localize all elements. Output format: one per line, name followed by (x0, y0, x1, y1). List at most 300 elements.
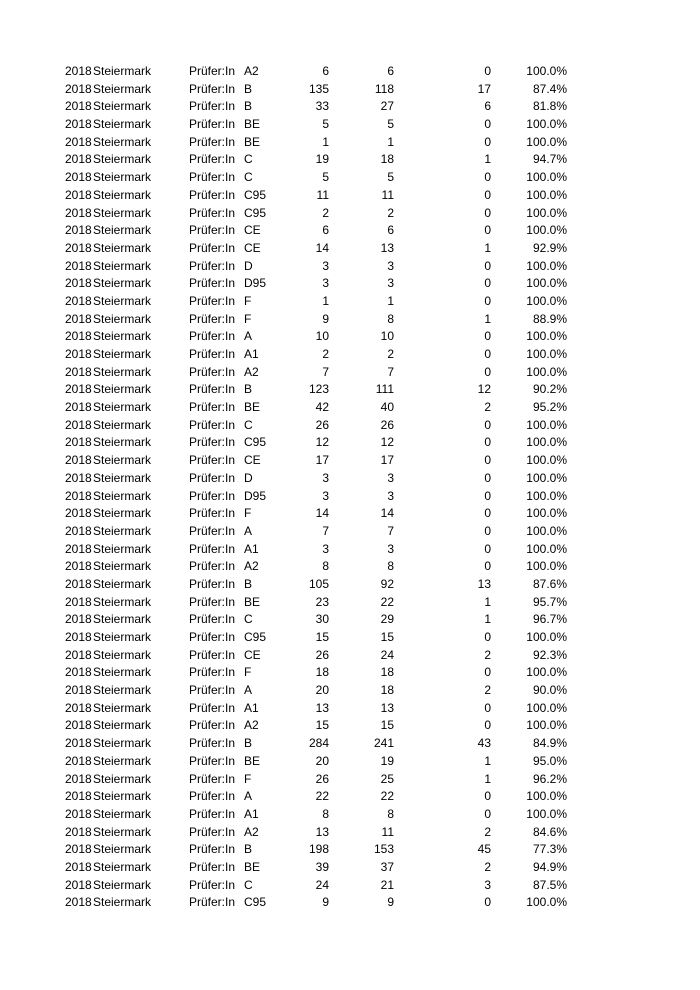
license-class-cell: A (244, 329, 253, 344)
table-row (0, 81, 700, 99)
year-cell: 2018 (65, 859, 92, 874)
role-cell: Prüfer:In (189, 665, 236, 680)
total-count-cell: 3 (322, 470, 329, 485)
role-cell: Prüfer:In (189, 559, 236, 574)
failed-count-cell: 2 (484, 647, 491, 662)
license-class-cell: D95 (244, 276, 267, 291)
region-cell: Steiermark (93, 240, 152, 255)
table-row (0, 452, 700, 470)
table-row (0, 541, 700, 559)
year-cell: 2018 (65, 541, 92, 556)
passed-count-cell: 9 (387, 895, 394, 910)
region-cell: Steiermark (93, 895, 152, 910)
year-cell: 2018 (65, 364, 92, 379)
total-count-cell: 8 (322, 559, 329, 574)
total-count-cell: 2 (322, 347, 329, 361)
year-cell: 2018 (65, 842, 92, 857)
region-cell: Steiermark (93, 382, 152, 397)
table-row (0, 735, 700, 753)
failed-count-cell: 13 (477, 576, 491, 591)
passed-count-cell: 2 (387, 205, 394, 220)
passed-count-cell: 15 (380, 630, 394, 644)
pass-rate-cell: 100.0% (526, 718, 567, 733)
region-cell: Steiermark (93, 665, 152, 680)
table-row (0, 275, 700, 293)
failed-count-cell: 0 (484, 523, 491, 538)
role-cell: Prüfer:In (189, 134, 236, 149)
failed-count-cell: 0 (484, 541, 491, 556)
role-cell: Prüfer:In (189, 240, 236, 255)
role-cell: Prüfer:In (189, 700, 236, 715)
pass-rate-cell: 87.5% (532, 877, 567, 892)
total-count-cell: 5 (322, 170, 329, 185)
table-row (0, 187, 700, 205)
pass-rate-cell: 87.6% (532, 576, 567, 591)
passed-count-cell: 15 (380, 718, 394, 733)
region-cell: Steiermark (93, 824, 152, 839)
region-cell: Steiermark (93, 81, 152, 96)
passed-count-cell: 92 (380, 576, 394, 591)
pass-rate-cell: 100.0% (526, 470, 567, 485)
pass-rate-cell: 100.0% (526, 364, 567, 379)
passed-count-cell: 18 (380, 665, 394, 680)
license-class-cell: C (244, 877, 253, 892)
region-cell: Steiermark (93, 736, 152, 751)
table-row (0, 576, 700, 594)
passed-count-cell: 27 (380, 99, 394, 114)
passed-count-cell: 8 (387, 311, 394, 326)
year-cell: 2018 (65, 347, 92, 361)
failed-count-cell: 2 (484, 400, 491, 415)
total-count-cell: 30 (315, 612, 329, 627)
failed-count-cell: 2 (484, 824, 491, 839)
role-cell: Prüfer:In (189, 859, 236, 874)
license-class-cell: BE (244, 859, 261, 874)
region-cell: Steiermark (93, 400, 152, 415)
table-row (0, 629, 700, 647)
license-class-cell: B (244, 842, 253, 857)
pass-rate-cell: 95.2% (532, 400, 567, 415)
passed-count-cell: 17 (380, 453, 394, 468)
failed-count-cell: 0 (484, 488, 491, 503)
year-cell: 2018 (65, 612, 92, 627)
license-class-cell: B (244, 99, 253, 114)
year-cell: 2018 (65, 400, 92, 415)
total-count-cell: 6 (322, 64, 329, 78)
table-row (0, 151, 700, 169)
passed-count-cell: 7 (387, 364, 394, 379)
license-class-cell: CE (244, 223, 261, 238)
table-row (0, 806, 700, 824)
year-cell: 2018 (65, 453, 92, 468)
failed-count-cell: 0 (484, 223, 491, 238)
year-cell: 2018 (65, 630, 92, 644)
year-cell: 2018 (65, 488, 92, 503)
table-row (0, 611, 700, 629)
license-class-cell: BE (244, 117, 261, 132)
failed-count-cell: 1 (484, 753, 491, 768)
year-cell: 2018 (65, 736, 92, 751)
pass-rate-cell: 88.9% (532, 311, 567, 326)
region-cell: Steiermark (93, 753, 152, 768)
passed-count-cell: 26 (380, 417, 394, 432)
failed-count-cell: 0 (484, 64, 491, 78)
year-cell: 2018 (65, 170, 92, 185)
pass-rate-cell: 95.7% (532, 594, 567, 609)
failed-count-cell: 17 (477, 81, 491, 96)
table-row (0, 488, 700, 506)
role-cell: Prüfer:In (189, 99, 236, 114)
total-count-cell: 9 (322, 311, 329, 326)
region-cell: Steiermark (93, 718, 152, 733)
role-cell: Prüfer:In (189, 81, 236, 96)
passed-count-cell: 37 (380, 859, 394, 874)
role-cell: Prüfer:In (189, 824, 236, 839)
failed-count-cell: 0 (484, 559, 491, 574)
table-row (0, 894, 700, 912)
failed-count-cell: 1 (484, 152, 491, 167)
pass-rate-cell: 90.0% (532, 683, 567, 698)
failed-count-cell: 1 (484, 594, 491, 609)
passed-count-cell: 153 (373, 842, 394, 857)
pass-rate-cell: 84.9% (532, 736, 567, 751)
passed-count-cell: 3 (387, 488, 394, 503)
role-cell: Prüfer:In (189, 453, 236, 468)
passed-count-cell: 3 (387, 258, 394, 273)
passed-count-cell: 11 (381, 187, 394, 202)
license-class-cell: A2 (244, 824, 259, 839)
failed-count-cell: 1 (484, 771, 491, 786)
pass-rate-cell: 94.7% (532, 152, 567, 167)
passed-count-cell: 6 (387, 64, 394, 78)
region-cell: Steiermark (93, 170, 152, 185)
license-class-cell: C (244, 612, 253, 627)
table-row (0, 134, 700, 152)
region-cell: Steiermark (93, 470, 152, 485)
year-cell: 2018 (65, 824, 92, 839)
table-row (0, 63, 700, 81)
role-cell: Prüfer:In (189, 630, 236, 644)
table-row (0, 116, 700, 134)
failed-count-cell: 12 (477, 382, 491, 397)
total-count-cell: 3 (322, 541, 329, 556)
pass-rate-cell: 100.0% (526, 559, 567, 574)
passed-count-cell: 21 (380, 877, 394, 892)
passed-count-cell: 22 (380, 789, 394, 804)
role-cell: Prüfer:In (189, 612, 236, 627)
passed-count-cell: 18 (380, 152, 394, 167)
license-class-cell: A1 (244, 347, 259, 361)
total-count-cell: 3 (322, 276, 329, 291)
year-cell: 2018 (65, 753, 92, 768)
table-row (0, 328, 700, 346)
table-row (0, 717, 700, 735)
pass-rate-cell: 100.0% (526, 523, 567, 538)
license-class-cell: F (244, 293, 252, 308)
pass-rate-cell: 100.0% (526, 453, 567, 468)
pass-rate-cell: 77.3% (532, 842, 567, 857)
role-cell: Prüfer:In (189, 718, 236, 733)
passed-count-cell: 118 (374, 81, 394, 96)
passed-count-cell: 11 (381, 824, 394, 839)
license-class-cell: C (244, 152, 253, 167)
role-cell: Prüfer:In (189, 152, 236, 167)
table-row (0, 558, 700, 576)
table-row (0, 98, 700, 116)
region-cell: Steiermark (93, 523, 152, 538)
total-count-cell: 135 (308, 81, 329, 96)
role-cell: Prüfer:In (189, 895, 236, 910)
year-cell: 2018 (65, 559, 92, 574)
year-cell: 2018 (65, 806, 92, 821)
failed-count-cell: 1 (484, 311, 491, 326)
failed-count-cell: 6 (484, 99, 491, 114)
total-count-cell: 123 (308, 382, 329, 397)
table-row (0, 877, 700, 895)
failed-count-cell: 0 (484, 293, 491, 308)
region-cell: Steiermark (93, 347, 152, 361)
role-cell: Prüfer:In (189, 258, 236, 273)
failed-count-cell: 43 (477, 736, 491, 751)
pass-rate-cell: 96.7% (532, 612, 567, 627)
pass-rate-cell: 100.0% (526, 258, 567, 273)
total-count-cell: 11 (316, 187, 329, 202)
passed-count-cell: 1 (387, 293, 394, 308)
license-class-cell: F (244, 506, 252, 521)
pass-rate-cell: 87.4% (532, 81, 567, 96)
total-count-cell: 10 (315, 329, 329, 344)
failed-count-cell: 0 (484, 453, 491, 468)
total-count-cell: 7 (322, 523, 329, 538)
year-cell: 2018 (65, 789, 92, 804)
pass-rate-cell: 96.2% (532, 771, 567, 786)
pass-rate-cell: 100.0% (526, 789, 567, 804)
failed-count-cell: 0 (484, 205, 491, 220)
license-class-cell: BE (244, 594, 261, 609)
total-count-cell: 9 (322, 895, 329, 910)
region-cell: Steiermark (93, 700, 152, 715)
table-row (0, 364, 700, 382)
pass-rate-cell: 100.0% (526, 134, 567, 149)
region-cell: Steiermark (93, 276, 152, 291)
failed-count-cell: 0 (484, 276, 491, 291)
region-cell: Steiermark (93, 559, 152, 574)
failed-count-cell: 0 (484, 718, 491, 733)
pass-rate-cell: 84.6% (532, 824, 567, 839)
license-class-cell: C95 (244, 630, 267, 644)
year-cell: 2018 (65, 240, 92, 255)
passed-count-cell: 8 (387, 806, 394, 821)
passed-count-cell: 14 (380, 506, 394, 521)
total-count-cell: 2 (322, 205, 329, 220)
license-class-cell: B (244, 81, 253, 96)
role-cell: Prüfer:In (189, 311, 236, 326)
region-cell: Steiermark (93, 64, 152, 78)
role-cell: Prüfer:In (189, 806, 236, 821)
year-cell: 2018 (65, 329, 92, 344)
pass-rate-cell: 100.0% (526, 117, 567, 132)
failed-count-cell: 0 (484, 895, 491, 910)
license-class-cell: D (244, 258, 253, 273)
year-cell: 2018 (65, 134, 92, 149)
table-row (0, 417, 700, 435)
total-count-cell: 12 (315, 435, 329, 450)
pass-rate-cell: 100.0% (526, 630, 567, 644)
region-cell: Steiermark (93, 859, 152, 874)
failed-count-cell: 2 (484, 859, 491, 874)
region-cell: Steiermark (93, 541, 152, 556)
failed-count-cell: 0 (484, 506, 491, 521)
table-row (0, 293, 700, 311)
license-class-cell: A (244, 789, 253, 804)
license-class-cell: C (244, 170, 253, 185)
year-cell: 2018 (65, 700, 92, 715)
passed-count-cell: 3 (387, 276, 394, 291)
total-count-cell: 1 (322, 293, 329, 308)
failed-count-cell: 1 (484, 240, 491, 255)
region-cell: Steiermark (93, 683, 152, 698)
failed-count-cell: 1 (484, 612, 491, 627)
year-cell: 2018 (65, 594, 92, 609)
total-count-cell: 3 (322, 258, 329, 273)
pass-rate-cell: 90.2% (532, 382, 567, 397)
pass-rate-cell: 100.0% (526, 347, 567, 361)
role-cell: Prüfer:In (189, 382, 236, 397)
failed-count-cell: 0 (484, 187, 491, 202)
license-class-cell: C95 (244, 187, 267, 202)
passed-count-cell: 24 (380, 647, 394, 662)
total-count-cell: 19 (315, 152, 329, 167)
role-cell: Prüfer:In (189, 329, 236, 344)
year-cell: 2018 (65, 223, 92, 238)
passed-count-cell: 22 (380, 594, 394, 609)
failed-count-cell: 0 (484, 700, 491, 715)
failed-count-cell: 0 (484, 470, 491, 485)
region-cell: Steiermark (93, 223, 152, 238)
table-row (0, 859, 700, 877)
table-row (0, 700, 700, 718)
license-class-cell: A2 (244, 64, 259, 78)
role-cell: Prüfer:In (189, 576, 236, 591)
pass-rate-cell: 100.0% (526, 506, 567, 521)
role-cell: Prüfer:In (189, 506, 236, 521)
year-cell: 2018 (65, 647, 92, 662)
year-cell: 2018 (65, 293, 92, 308)
pass-rate-cell: 100.0% (526, 276, 567, 291)
pass-rate-cell: 95.0% (532, 753, 567, 768)
table-row (0, 841, 700, 859)
year-cell: 2018 (65, 665, 92, 680)
pass-rate-cell: 92.3% (532, 647, 567, 662)
year-cell: 2018 (65, 718, 92, 733)
total-count-cell: 15 (315, 630, 329, 644)
table-row (0, 240, 700, 258)
passed-count-cell: 6 (387, 223, 394, 238)
license-class-cell: A1 (244, 700, 259, 715)
passed-count-cell: 13 (380, 700, 394, 715)
table-row (0, 682, 700, 700)
table-row (0, 824, 700, 842)
failed-count-cell: 0 (484, 806, 491, 821)
license-class-cell: A2 (244, 718, 259, 733)
year-cell: 2018 (65, 382, 92, 397)
region-cell: Steiermark (93, 453, 152, 468)
passed-count-cell: 12 (380, 435, 394, 450)
total-count-cell: 22 (315, 789, 329, 804)
year-cell: 2018 (65, 258, 92, 273)
region-cell: Steiermark (93, 117, 152, 132)
license-class-cell: C (244, 417, 253, 432)
role-cell: Prüfer:In (189, 541, 236, 556)
total-count-cell: 42 (315, 400, 329, 415)
region-cell: Steiermark (93, 311, 152, 326)
total-count-cell: 5 (322, 117, 329, 132)
license-class-cell: A2 (244, 364, 259, 379)
table-row (0, 381, 700, 399)
year-cell: 2018 (65, 205, 92, 220)
pass-rate-cell: 94.9% (532, 859, 567, 874)
passed-count-cell: 18 (380, 683, 394, 698)
year-cell: 2018 (65, 506, 92, 521)
passed-count-cell: 7 (387, 523, 394, 538)
failed-count-cell: 0 (484, 630, 491, 644)
table-row (0, 346, 700, 364)
pass-rate-cell: 100.0% (526, 895, 567, 910)
role-cell: Prüfer:In (189, 842, 236, 857)
table-row (0, 664, 700, 682)
failed-count-cell: 45 (477, 842, 491, 857)
license-class-cell: A1 (244, 541, 259, 556)
year-cell: 2018 (65, 64, 92, 78)
pass-rate-cell: 100.0% (526, 187, 567, 202)
license-class-cell: CE (244, 453, 261, 468)
region-cell: Steiermark (93, 630, 152, 644)
region-cell: Steiermark (93, 364, 152, 379)
failed-count-cell: 0 (484, 170, 491, 185)
region-cell: Steiermark (93, 506, 152, 521)
license-class-cell: BE (244, 753, 261, 768)
table-row (0, 311, 700, 329)
table-row (0, 788, 700, 806)
license-class-cell: D (244, 470, 253, 485)
role-cell: Prüfer:In (189, 64, 236, 78)
role-cell: Prüfer:In (189, 276, 236, 291)
region-cell: Steiermark (93, 329, 152, 344)
total-count-cell: 24 (315, 877, 329, 892)
year-cell: 2018 (65, 117, 92, 132)
license-class-cell: F (244, 311, 252, 326)
total-count-cell: 1 (322, 134, 329, 149)
total-count-cell: 26 (315, 647, 329, 662)
failed-count-cell: 0 (484, 789, 491, 804)
passed-count-cell: 241 (373, 736, 394, 751)
region-cell: Steiermark (93, 205, 152, 220)
region-cell: Steiermark (93, 806, 152, 821)
role-cell: Prüfer:In (189, 223, 236, 238)
total-count-cell: 198 (308, 842, 329, 857)
passed-count-cell: 10 (380, 329, 394, 344)
spreadsheet-table (0, 63, 700, 912)
total-count-cell: 7 (322, 364, 329, 379)
license-class-cell: C95 (244, 205, 267, 220)
license-class-cell: A1 (244, 806, 259, 821)
pass-rate-cell: 100.0% (526, 205, 567, 220)
total-count-cell: 18 (315, 665, 329, 680)
license-class-cell: CE (244, 647, 261, 662)
total-count-cell: 20 (315, 753, 329, 768)
failed-count-cell: 0 (484, 364, 491, 379)
passed-count-cell: 29 (380, 612, 394, 627)
